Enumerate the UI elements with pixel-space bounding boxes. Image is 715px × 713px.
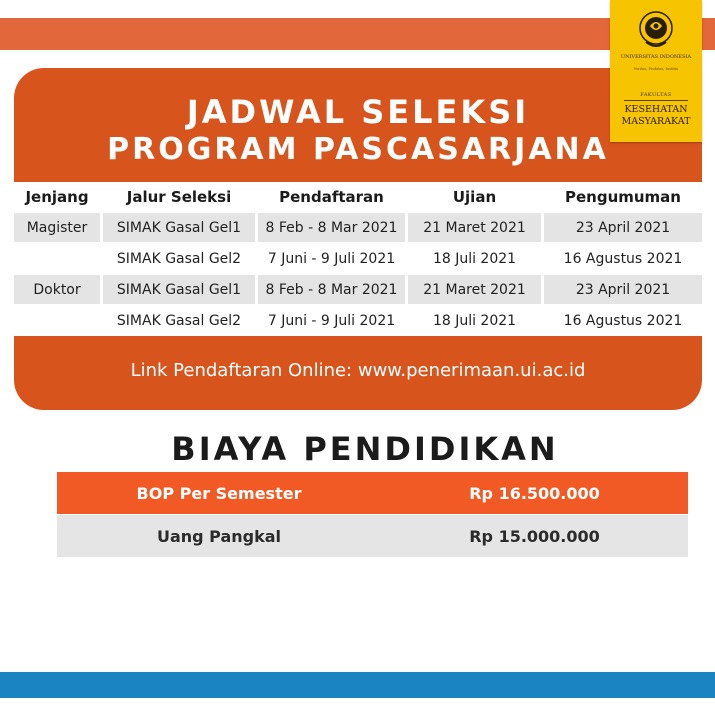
fees-title: BIAYA PENDIDIKAN [171,430,559,468]
faculty-prefix: FAKULTAS [640,92,672,98]
university-tagline: Veritas, Probitas, Iustitia [633,67,679,71]
badge-divider [624,100,688,101]
cell-pengumuman: 16 Agustus 2021 [563,312,683,329]
header-jalur-seleksi: Jalur Seleksi [126,188,232,206]
cell-pengumuman: 16 Agustus 2021 [563,250,683,267]
fee-label: Uang Pangkal [156,526,282,546]
cell-jalur-seleksi: SIMAK Gasal Gel2 [116,250,242,267]
cell-ujian: 18 Juli 2021 [432,312,517,329]
university-name: UNIVERSITAS INDONESIA [620,54,692,60]
makara-emblem-icon [632,6,680,54]
fee-value: Rp 16.500.000 [469,483,600,503]
title-line-2: PROGRAM PASCASARJANA [107,132,609,167]
fee-row-bop [57,472,688,514]
top-accent-bar [0,18,715,50]
cell-pengumuman: 23 April 2021 [544,213,702,242]
header-pengumuman: Pengumuman [564,188,681,206]
cell-jalur-seleksi: SIMAK Gasal Gel1 [103,213,255,242]
faculty-badge [610,0,702,142]
cell-ujian: 18 Juli 2021 [432,250,517,267]
faculty-name [610,104,702,128]
cell-jalur-seleksi: SIMAK Gasal Gel2 [116,312,242,329]
header-jenjang: Jenjang [25,188,89,206]
cell-jalur-seleksi: SIMAK Gasal Gel1 [103,275,255,304]
fee-value: Rp 15.000.000 [469,526,600,546]
fee-row-uang-pangkal [57,515,688,557]
fee-label: BOP Per Semester [136,483,302,503]
cell-pengumuman: 23 April 2021 [544,275,702,304]
cell-pendaftaran: 7 Juni - 9 Juli 2021 [267,250,396,267]
registration-link[interactable]: Link Pendaftaran Online: www.penerimaan.ui.ac.id [130,360,586,381]
header-pendaftaran: Pendaftaran [279,188,384,206]
header-ujian: Ujian [452,188,497,206]
cell-jenjang [14,306,100,335]
cell-ujian: 21 Maret 2021 [408,213,541,242]
badge-notch [610,132,702,142]
cell-ujian: 21 Maret 2021 [408,275,541,304]
faculty-name-line-2: MASYARAKAT [621,116,691,127]
schedule-table [14,182,702,336]
title-line-1: JADWAL SELEKSI [186,93,530,131]
cell-pendaftaran: 8 Feb - 8 Mar 2021 [258,213,405,242]
cell-pendaftaran: 7 Juni - 9 Juli 2021 [267,312,396,329]
cell-pendaftaran: 8 Feb - 8 Mar 2021 [258,275,405,304]
bottom-accent-bar [0,672,715,698]
cell-jenjang [14,244,100,273]
faculty-name-line-1: KESEHATAN [624,104,688,115]
bottom-margin [0,698,715,713]
cell-jenjang: Magister [14,213,100,242]
cell-jenjang: Doktor [14,275,100,304]
